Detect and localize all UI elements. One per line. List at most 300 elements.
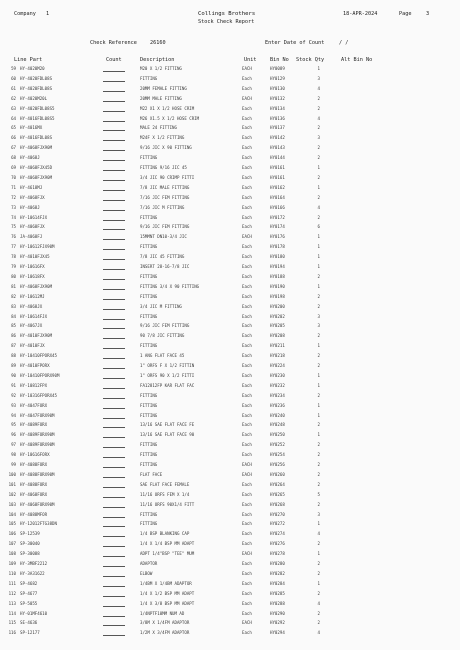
part-number: HY-4068FJX [20, 194, 45, 200]
stock-quantity: 1 [317, 165, 320, 170]
part-number: SP-4682 [20, 580, 38, 586]
description: FITTING [140, 214, 158, 220]
unit: Each [242, 313, 252, 319]
count-entry-field[interactable] [103, 502, 125, 508]
unit: Each [242, 521, 252, 527]
part-number: HY-4088FORX90M [20, 471, 55, 477]
line-number: 59 [11, 66, 16, 71]
description: 7/16 JIC FEM FITTING [140, 194, 190, 200]
line-number: 101 [8, 481, 16, 487]
table-row [0, 363, 460, 369]
stock-quantity: 1 [317, 382, 320, 388]
table-row [0, 541, 460, 547]
count-entry-field[interactable] [103, 135, 125, 141]
line-number: 79 [11, 264, 16, 269]
stock-quantity: 3 [317, 135, 320, 141]
part-number: SP-5055 [20, 600, 38, 606]
bin-number: HY0166 [270, 204, 285, 210]
table-row [0, 462, 460, 468]
part-number: SP-12177 [20, 630, 40, 636]
unit: Each [242, 135, 252, 141]
line-number: 87 [11, 343, 16, 349]
company-number: 1 [46, 11, 50, 17]
line-number: 66 [11, 135, 16, 141]
stock-quantity: 3 [317, 323, 320, 329]
stock-quantity: 2 [317, 303, 320, 309]
stock-quantity: 1 [317, 580, 320, 586]
table-row [0, 145, 460, 151]
bin-number: HY0270 [270, 511, 285, 517]
count-entry-field[interactable] [103, 244, 125, 250]
unit: Each [242, 392, 252, 398]
description: FITTING [140, 521, 158, 527]
unit: Each [242, 561, 252, 566]
bin-number: HY0250 [270, 432, 285, 438]
table-row [0, 502, 460, 508]
bin-number: HY0134 [270, 105, 285, 111]
count-entry-field[interactable] [103, 611, 125, 617]
description: 3/4 JIC 90 CRIMP FITTI [140, 174, 195, 180]
table-row [0, 482, 460, 488]
table-row [0, 432, 460, 438]
count-entry-field[interactable] [103, 185, 125, 191]
count-entry-field[interactable] [103, 333, 125, 339]
count-entry-field[interactable] [103, 422, 125, 428]
count-entry-field[interactable] [103, 195, 125, 201]
page-label: Page [399, 11, 412, 17]
stock-quantity: 2 [317, 293, 320, 299]
count-entry-field[interactable] [103, 393, 125, 399]
part-number: HY-4068J [20, 204, 40, 210]
table-row [0, 304, 460, 310]
description: FITTING [140, 412, 158, 418]
count-entry-field[interactable] [103, 403, 125, 409]
count-entry-field[interactable] [103, 274, 125, 280]
line-number: 97 [11, 442, 16, 448]
part-number: HY-4067JX [20, 323, 43, 329]
table-row [0, 86, 460, 92]
stock-quantity: 2 [317, 620, 320, 626]
bin-number: HY0294 [270, 630, 285, 636]
bin-number: HY0089 [270, 66, 285, 71]
report-title: Stock Check Report [198, 19, 255, 25]
count-entry-field[interactable] [103, 116, 125, 122]
count-entry-field[interactable] [103, 96, 125, 102]
count-entry-field[interactable] [103, 106, 125, 112]
bin-number: HY0208 [270, 333, 285, 339]
count-entry-field[interactable] [103, 432, 125, 438]
unit: Each [242, 333, 252, 339]
line-number: 108 [8, 551, 16, 557]
table-row [0, 551, 460, 557]
unit: Each [242, 303, 252, 309]
stock-quantity: 3 [317, 313, 320, 319]
part-number: HY-10410FPORX45 [20, 353, 57, 359]
count-entry-field[interactable] [103, 630, 125, 636]
table-row [0, 620, 460, 626]
bin-number: HY0240 [270, 412, 285, 418]
part-number: HY-4068FJX90M [20, 145, 53, 151]
bin-number: HY0130 [270, 85, 285, 91]
table-row [0, 116, 460, 122]
count-entry-field[interactable] [103, 264, 125, 270]
column-header-bin-no: Bin No [270, 57, 289, 63]
count-entry-field[interactable] [103, 175, 125, 181]
description: M20 X 1/2 FITTING [140, 66, 182, 71]
table-row [0, 274, 460, 280]
part-number: SP-4677 [20, 590, 38, 596]
table-row [0, 106, 460, 112]
bin-number: HY0188 [270, 273, 285, 279]
count-entry-field[interactable] [103, 620, 125, 626]
table-row [0, 442, 460, 448]
bin-number: HY0285 [270, 590, 285, 596]
bin-number: HY0162 [270, 184, 285, 190]
count-entry-field[interactable] [103, 551, 125, 557]
unit: Each [242, 590, 252, 596]
stock-quantity: 4 [317, 204, 320, 210]
unit: Each [242, 363, 252, 368]
unit: Each [242, 382, 252, 388]
stock-quantity: 1 [317, 412, 320, 418]
part-number: HY-4068J [20, 155, 40, 161]
column-header-stock-qty: Stock Qty [296, 57, 325, 63]
line-number: 91 [11, 382, 16, 388]
unit: EACH [242, 620, 252, 626]
part-number: HY-10618FX [20, 273, 45, 279]
bin-number: HY0252 [270, 442, 285, 448]
unit: Each [242, 105, 252, 111]
description: FITTING [140, 452, 158, 458]
unit: EACH [242, 234, 252, 240]
part-number: HY-3A31622 [20, 570, 45, 576]
bin-number: HY0164 [270, 194, 285, 200]
stock-quantity: 4 [317, 630, 320, 636]
count-entry-field[interactable] [103, 284, 125, 290]
count-entry-field[interactable] [103, 531, 125, 537]
table-row [0, 413, 460, 419]
count-entry-field[interactable] [103, 591, 125, 597]
stock-quantity: 1 [317, 184, 320, 190]
part-number: HY-10410FPORX90M [20, 372, 60, 378]
unit: Each [242, 115, 252, 121]
unit: Each [242, 481, 252, 487]
line-number: 80 [11, 273, 16, 279]
description: M24F X 1/2 FITTING [140, 135, 185, 141]
stock-quantity: 2 [317, 481, 320, 487]
table-row [0, 314, 460, 320]
unit: Each [242, 125, 252, 131]
count-entry-field[interactable] [103, 512, 125, 518]
date-entry-field[interactable]: / / [339, 40, 349, 46]
count-entry-field[interactable] [103, 561, 125, 567]
bin-number: HY0176 [270, 234, 285, 240]
description: M26 X1.5 X 1/2 HOSE CRIM [140, 115, 200, 121]
bin-number: HY0280 [270, 561, 285, 566]
count-entry-field[interactable] [103, 165, 125, 171]
count-entry-field[interactable] [103, 601, 125, 607]
count-entry-field[interactable] [103, 76, 125, 82]
bin-number: HY0288 [270, 600, 285, 606]
part-number: HY-4016FDL08S5 [20, 115, 55, 121]
line-number: 88 [11, 353, 16, 359]
line-number: 94 [11, 412, 16, 418]
table-row [0, 323, 460, 329]
line-number: 98 [11, 452, 16, 458]
line-number: 106 [8, 531, 16, 537]
bin-number: HY0172 [270, 214, 285, 220]
unit: Each [242, 194, 252, 200]
unit: Each [242, 323, 252, 329]
count-entry-field[interactable] [103, 66, 125, 72]
count-entry-field[interactable] [103, 363, 125, 369]
count-entry-field[interactable] [103, 125, 125, 131]
unit: Each [242, 254, 252, 260]
stock-quantity: 2 [317, 422, 320, 428]
count-entry-field[interactable] [103, 442, 125, 448]
table-row [0, 373, 460, 379]
bin-number: HY0136 [270, 115, 285, 121]
stock-quantity: 2 [317, 501, 320, 507]
line-number: 104 [8, 511, 16, 517]
stock-quantity: 1 [317, 551, 320, 557]
count-entry-field[interactable] [103, 215, 125, 221]
description: 1/4BM X 1/4BM ADAPTOR [140, 580, 192, 586]
description: FITTING [140, 442, 158, 448]
count-entry-field[interactable] [103, 521, 125, 527]
stock-quantity: 2 [317, 273, 320, 279]
table-row [0, 254, 460, 260]
table-row [0, 264, 460, 270]
table-row [0, 512, 460, 518]
table-row [0, 611, 460, 617]
part-number: HY-10316FPORX45 [20, 392, 57, 398]
line-number: 113 [8, 600, 16, 606]
unit: Each [242, 580, 252, 586]
stock-quantity: 2 [317, 125, 320, 131]
count-entry-field[interactable] [103, 492, 125, 498]
count-entry-field[interactable] [103, 205, 125, 211]
check-reference-value: 26160 [150, 40, 166, 46]
description: 90 7/8 JIC FITTING [140, 333, 185, 339]
part-number: HY-4068FORX90M [20, 501, 55, 507]
count-entry-field[interactable] [103, 304, 125, 310]
line-number: 109 [8, 561, 16, 566]
table-row [0, 175, 460, 181]
stock-quantity: 4 [317, 531, 320, 537]
part-number: HY-4089FORX [20, 422, 48, 428]
unit: Each [242, 432, 252, 438]
table-row [0, 165, 460, 171]
bin-number: HY0211 [270, 343, 285, 349]
unit: Each [242, 85, 252, 91]
line-number: 67 [11, 145, 16, 151]
bin-number: HY0232 [270, 382, 285, 388]
part-number: HY-4068FJX90M [20, 174, 53, 180]
table-row [0, 343, 460, 349]
description: 1/4 BSP BLANKING CAP [140, 531, 190, 537]
unit: Each [242, 422, 252, 428]
count-entry-field[interactable] [103, 294, 125, 300]
count-entry-field[interactable] [103, 373, 125, 379]
unit: Each [242, 600, 252, 606]
count-entry-field[interactable] [103, 413, 125, 419]
part-number: JA-4068FJ [20, 234, 43, 240]
part-number: HY-4010FPORX [20, 363, 50, 368]
description: 20MM FEMALE FITTING [140, 85, 187, 91]
count-entry-field[interactable] [103, 323, 125, 329]
part-number: HY-4020M20 [20, 66, 45, 71]
count-entry-field[interactable] [103, 472, 125, 478]
description: 1/4 X 1/2 BSP MM ADAPT [140, 590, 195, 596]
count-entry-field[interactable] [103, 224, 125, 230]
description: 1/4 X 1/4 BSP MM ADAPT [140, 541, 195, 547]
unit: Each [242, 214, 252, 220]
bin-number: HY0278 [270, 551, 285, 557]
unit: Each [242, 402, 252, 408]
stock-quantity: 3 [317, 511, 320, 517]
part-number: SE-4636 [20, 620, 38, 626]
part-number: HY-4088MFOR [20, 511, 48, 517]
count-entry-field[interactable] [103, 571, 125, 577]
unit: Each [242, 570, 252, 576]
table-row [0, 205, 460, 211]
description: 9/16 JIC FEM FITTING [140, 323, 190, 329]
stock-quantity: 1 [317, 254, 320, 260]
line-number: 78 [11, 254, 16, 260]
bin-number: HY0132 [270, 95, 285, 101]
bin-number: HY0190 [270, 283, 285, 289]
unit: Each [242, 264, 252, 269]
bin-number: HY0264 [270, 481, 285, 487]
stock-quantity: 5 [317, 491, 320, 497]
stock-quantity: 2 [317, 392, 320, 398]
description: 11/16 ORFS 90X1/4 FITT [140, 501, 195, 507]
line-number: 92 [11, 392, 16, 398]
bin-number: HY0272 [270, 521, 285, 527]
description: 11/16 ORFS FEM X 1/4 [140, 491, 190, 497]
table-row [0, 472, 460, 478]
stock-quantity: 6 [317, 224, 320, 230]
count-entry-field[interactable] [103, 314, 125, 320]
column-header-unit: Unit [244, 57, 257, 63]
description: 1/2M X 3/4FM ADAPTOR [140, 630, 190, 636]
stock-quantity: 2 [317, 442, 320, 448]
unit: Each [242, 452, 252, 458]
unit: EACH [242, 551, 252, 557]
line-number: 116 [8, 630, 16, 636]
description: FITTING [140, 293, 158, 299]
stock-quantity: 2 [317, 541, 320, 547]
count-entry-field[interactable] [103, 145, 125, 151]
line-number: 65 [11, 125, 16, 131]
part-number: HY-4047FORX90M [20, 412, 55, 418]
description: M22 X1 X 1/2 HOSE CRIM [140, 105, 195, 111]
line-number: 102 [8, 491, 16, 497]
unit: Each [242, 511, 252, 517]
check-reference-label: Check Reference [90, 40, 137, 46]
line-number: 81 [11, 283, 16, 289]
bin-number: HY0254 [270, 452, 285, 458]
description: 1" ORFS 90 X 1/2 FITTI [140, 372, 195, 378]
unit: Each [242, 283, 252, 289]
count-entry-field[interactable] [103, 541, 125, 547]
unit: Each [242, 224, 252, 230]
part-number: HY-4068JX [20, 303, 43, 309]
unit: Each [242, 353, 252, 359]
stock-quantity: 2 [317, 194, 320, 200]
part-number: HY-10614FJX [20, 313, 48, 319]
stock-quantity: 2 [317, 452, 320, 458]
description: FITTING [140, 313, 158, 319]
stock-quantity: 4 [317, 115, 320, 121]
stock-quantity: 1 [317, 264, 320, 269]
description: FA12812FP KAR FLAT FAC [140, 382, 195, 388]
part-number: HY-4068FJX [20, 224, 45, 230]
description: MALE 24 FITTING [140, 125, 177, 131]
count-entry-field[interactable] [103, 482, 125, 488]
part-number: HY-4010FJX45 [20, 254, 50, 260]
count-entry-field[interactable] [103, 254, 125, 260]
line-number: 90 [11, 372, 16, 378]
count-entry-field[interactable] [103, 462, 125, 468]
unit: Each [242, 610, 252, 616]
stock-quantity: 1 [317, 283, 320, 289]
stock-quantity: 3 [317, 75, 320, 81]
part-number: HY-4089FORX90M [20, 442, 55, 448]
unit: Each [242, 343, 252, 349]
count-entry-field[interactable] [103, 86, 125, 92]
stock-quantity: 2 [317, 174, 320, 180]
table-row [0, 561, 460, 567]
count-entry-field[interactable] [103, 581, 125, 587]
stock-quantity: 2 [317, 145, 320, 151]
stock-quantity: 2 [317, 462, 320, 467]
count-entry-field[interactable] [103, 452, 125, 458]
table-row [0, 333, 460, 339]
column-header-line-part: Line Part [14, 57, 43, 63]
line-number: 89 [11, 363, 16, 368]
count-entry-field[interactable] [103, 343, 125, 349]
line-number: 61 [11, 85, 16, 91]
table-row [0, 195, 460, 201]
table-row [0, 601, 460, 607]
line-number: 85 [11, 323, 16, 329]
part-number: HY-4089FORX90M [20, 432, 55, 438]
stock-quantity: 1 [317, 66, 320, 71]
unit: Each [242, 155, 252, 161]
part-number: HY-01MF4610 [20, 610, 48, 616]
description: 9/16 JIC FEM FITTING [140, 224, 190, 230]
part-number: HY-10616FORX [20, 452, 50, 458]
unit: Each [242, 412, 252, 418]
description: 20MM MALE FITTING [140, 95, 182, 101]
line-number: 99 [11, 462, 16, 467]
stock-quantity: 2 [317, 95, 320, 101]
line-number: 110 [8, 570, 16, 576]
stock-quantity: 2 [317, 353, 320, 359]
table-row [0, 403, 460, 409]
description: FITTING [140, 402, 158, 408]
count-entry-field[interactable] [103, 383, 125, 389]
count-entry-field[interactable] [103, 155, 125, 161]
bin-number: HY0282 [270, 570, 285, 576]
line-number: 103 [8, 501, 16, 507]
line-number: 62 [11, 95, 16, 101]
table-row [0, 125, 460, 131]
count-entry-field[interactable] [103, 353, 125, 359]
count-entry-field[interactable] [103, 234, 125, 240]
